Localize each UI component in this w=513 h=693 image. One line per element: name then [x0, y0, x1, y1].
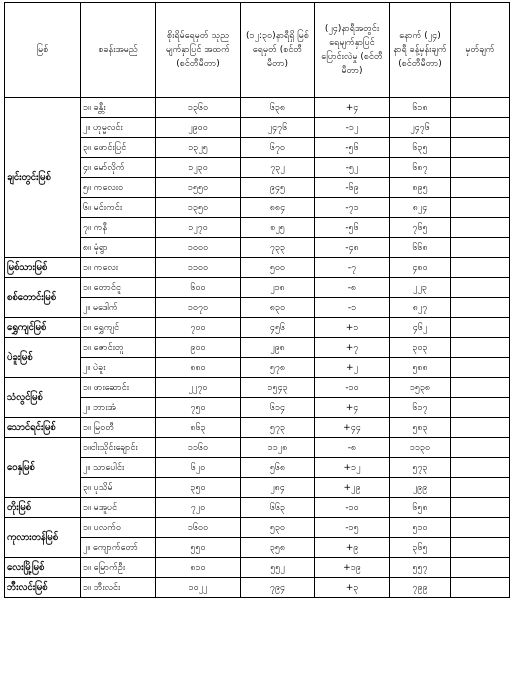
danger-level-cell: ၁၅၅၀: [156, 178, 241, 198]
remarks-cell: [451, 558, 510, 578]
forecast-cell: ၂၂၃: [390, 278, 451, 298]
change-cell: -၅၂: [315, 158, 390, 178]
remarks-cell: [451, 438, 510, 458]
table-row: [5, 158, 510, 178]
table-row: [5, 258, 510, 278]
change-cell: -၈: [315, 278, 390, 298]
current-level-cell: ၇၉၄: [241, 578, 315, 598]
station-name-cell: ၁။ တောင်ငူ: [81, 278, 156, 298]
forecast-cell: ၅၁၀: [390, 518, 451, 538]
danger-level-cell: ၇၀၀: [156, 318, 241, 338]
current-level-cell: ၅၅၂: [241, 558, 315, 578]
table-row: [5, 118, 510, 138]
forecast-cell: ၆၈၇: [390, 158, 451, 178]
forecast-cell: ၁၅၃၈: [390, 378, 451, 398]
table-body: [5, 98, 510, 598]
table-row: [5, 238, 510, 258]
change-cell: -၁၂: [315, 118, 390, 138]
remarks-cell: [451, 518, 510, 538]
station-name-cell: ၇။ ကနီ: [81, 218, 156, 238]
forecast-cell: ၆၆၈: [390, 238, 451, 258]
forecast-cell: ၅၇၃: [390, 458, 451, 478]
danger-level-cell: ၁၃၆၀: [156, 98, 241, 118]
forecast-cell: ၃၆၅: [390, 538, 451, 558]
current-level-cell: ၈၈၄: [241, 198, 315, 218]
remarks-cell: [451, 278, 510, 298]
remarks-cell: [451, 98, 510, 118]
remarks-cell: [451, 158, 510, 178]
change-cell: +၇: [315, 338, 390, 358]
change-cell: +၃: [315, 578, 390, 598]
remarks-cell: [451, 218, 510, 238]
current-level-cell: ၈၃၀: [241, 298, 315, 318]
station-name-cell: ၂။ ပဲခူး: [81, 358, 156, 378]
change-cell: +၄: [315, 398, 390, 418]
current-level-cell: ၅၇၃: [241, 418, 315, 438]
current-level-cell: ၆၃၈: [241, 98, 315, 118]
station-name-cell: ၁။ မြောက်ဦး: [81, 558, 156, 578]
current-level-cell: ၆၇၀: [241, 138, 315, 158]
forecast-cell: ၄၆၂: [390, 318, 451, 338]
table-row: [5, 518, 510, 538]
remarks-cell: [451, 258, 510, 278]
change-cell: -၄၈: [315, 238, 390, 258]
current-level-cell: ၉၄၅: [241, 178, 315, 198]
remarks-cell: [451, 398, 510, 418]
forecast-cell: ၂၉၉: [390, 478, 451, 498]
danger-level-cell: ၇၅၀: [156, 398, 241, 418]
danger-level-cell: ၆၂၀: [156, 458, 241, 478]
danger-level-cell: ၁၃၂၅: [156, 138, 241, 158]
remarks-cell: [451, 298, 510, 318]
table-row: [5, 438, 510, 458]
station-name-cell: ၂။ ဘားအံ: [81, 398, 156, 418]
remarks-cell: [451, 418, 510, 438]
river-name-cell: သောင်ရင်းမြစ်: [5, 418, 81, 438]
station-name-cell: ၆။ မင်းကင်း: [81, 198, 156, 218]
table-row: [5, 578, 510, 598]
danger-level-cell: ၁၃၅၀: [156, 198, 241, 218]
forecast-cell: ၁၁၃၀: [390, 438, 451, 458]
river-name-cell: တိုးမြစ်: [5, 498, 81, 518]
table-row: [5, 478, 510, 498]
remarks-cell: [451, 318, 510, 338]
river-name-cell: ကုလားတန်မြစ်: [5, 518, 81, 558]
current-level-cell: ၈၂၅: [241, 218, 315, 238]
change-cell: -၇၁: [315, 198, 390, 218]
remarks-cell: [451, 338, 510, 358]
forecast-cell: ၃၀၃: [390, 338, 451, 358]
current-level-cell: ၇၃၂: [241, 158, 315, 178]
danger-level-cell: ၂၉၀၀: [156, 118, 241, 138]
table-row: [5, 138, 510, 158]
current-level-cell: ၅၃၀: [241, 518, 315, 538]
danger-level-cell: ၈၆၃: [156, 418, 241, 438]
current-level-cell: ၆၆၃: [241, 498, 315, 518]
station-name-cell: ၁။ ရွှေကျင်: [81, 318, 156, 338]
change-cell: -၁၅: [315, 518, 390, 538]
change-cell: -၅၆: [315, 138, 390, 158]
danger-level-cell: ၈၁၀: [156, 558, 241, 578]
table-row: [5, 458, 510, 478]
danger-level-cell: ၁၂၇၀: [156, 218, 241, 238]
table-row: [5, 218, 510, 238]
table-row: [5, 178, 510, 198]
current-level-cell: ၃၅၈: [241, 538, 315, 558]
change-cell: +၁၉: [315, 558, 390, 578]
change-cell: +၂: [315, 358, 390, 378]
current-level-cell: ၂၉၈: [241, 338, 315, 358]
change-cell: +၂၉: [315, 478, 390, 498]
change-cell: -၅၆: [315, 218, 390, 238]
current-level-cell: ၅၇၈: [241, 358, 315, 378]
river-name-cell: စစ်တောင်းမြစ်: [5, 278, 81, 318]
danger-level-cell: ၁၁၆၀: [156, 438, 241, 458]
river-water-level-document: [4, 2, 509, 598]
change-cell: +၄၄: [315, 418, 390, 438]
table-header-row: [5, 3, 510, 98]
danger-level-cell: ၁၀၇၀: [156, 298, 241, 318]
river-name-cell: သံလွင်မြစ်: [5, 378, 81, 418]
header-change: (၂၄)နာရီအတွင်း ရေမျက်နှာပြင် ပြောင်းလဲမှု (စင်တီမီတာ): [315, 3, 390, 98]
current-level-cell: ၁၁၂၈: [241, 438, 315, 458]
forecast-cell: ၅၅၇: [390, 558, 451, 578]
change-cell: -၇: [315, 258, 390, 278]
remarks-cell: [451, 458, 510, 478]
change-cell: -၆၉: [315, 178, 390, 198]
table-row: [5, 558, 510, 578]
danger-level-cell: ၂၂၇၀: [156, 378, 241, 398]
station-name-cell: ၄။ မော်လိုက်: [81, 158, 156, 178]
table-row: [5, 198, 510, 218]
current-level-cell: ၂၁၈: [241, 278, 315, 298]
station-name-cell: ၂။ မဒေါက်: [81, 298, 156, 318]
remarks-cell: [451, 578, 510, 598]
current-level-cell: ၅၆၈: [241, 458, 315, 478]
table-row: [5, 298, 510, 318]
change-cell: -၁၀: [315, 378, 390, 398]
station-name-cell: ၂။ သာပေါင်း: [81, 458, 156, 478]
station-name-cell: ၁။ ခန္တီး: [81, 98, 156, 118]
forecast-cell: ၆၅၈: [390, 498, 451, 518]
remarks-cell: [451, 478, 510, 498]
station-name-cell: ၁။ ပလက်ဝ: [81, 518, 156, 538]
danger-level-cell: ၈၈၀: [156, 358, 241, 378]
forecast-cell: ၄၈၀: [390, 258, 451, 278]
header-forecast: နောက် (၂၄) နာရီ ခန့်မှန်းချက် (စင်တီမီတာ): [390, 3, 451, 98]
danger-level-cell: ၆၀၀: [156, 278, 241, 298]
remarks-cell: [451, 198, 510, 218]
river-name-cell: ပဲခူးမြစ်: [5, 338, 81, 378]
station-name-cell: ၁။ ဇောင်းတူ: [81, 338, 156, 358]
table-row: [5, 398, 510, 418]
forecast-cell: ၆၁၈: [390, 98, 451, 118]
forecast-cell: ၈၂၄: [390, 198, 451, 218]
change-cell: +၁၂: [315, 458, 390, 478]
table-row: [5, 378, 510, 398]
header-current-level: (၁၂:၃၀)နာရီရှိ မြစ်ရေမှတ် (စင်တီမီတာ): [241, 3, 315, 98]
table-row: [5, 538, 510, 558]
danger-level-cell: ၁၀၂၂: [156, 578, 241, 598]
current-level-cell: ၆၁၄: [241, 398, 315, 418]
forecast-cell: ၅၈၃: [390, 418, 451, 438]
table-row: [5, 98, 510, 118]
table-row: [5, 338, 510, 358]
danger-level-cell: ၉၀၀: [156, 338, 241, 358]
forecast-cell: ၅၈၈: [390, 358, 451, 378]
table-row: [5, 418, 510, 438]
table-row: [5, 318, 510, 338]
river-name-cell: ရွှေကျင်မြစ်: [5, 318, 81, 338]
station-name-cell: ၁။ မြဝတီ: [81, 418, 156, 438]
river-name-cell: ချင်းတွင်းမြစ်: [5, 98, 81, 258]
station-name-cell: ၁။ ဘီးလင်း: [81, 578, 156, 598]
danger-level-cell: ၁၂၃၀: [156, 158, 241, 178]
header-station: စခန်းအမည်: [81, 3, 156, 98]
remarks-cell: [451, 538, 510, 558]
forecast-cell: ၂၄၇၆: [390, 118, 451, 138]
river-name-cell: ဘီးလင်းမြစ်: [5, 578, 81, 598]
station-name-cell: ၂။ ဟုမ္မလင်း: [81, 118, 156, 138]
current-level-cell: ၄၅၆: [241, 318, 315, 338]
change-cell: -၁: [315, 298, 390, 318]
danger-level-cell: ၃၅၀: [156, 478, 241, 498]
remarks-cell: [451, 238, 510, 258]
station-name-cell: ၃။ ပုသိမ်: [81, 478, 156, 498]
river-name-cell: မြစ်သားမြစ်: [5, 258, 81, 278]
change-cell: -၁၀: [315, 498, 390, 518]
remarks-cell: [451, 358, 510, 378]
danger-level-cell: ၁၁၀၀: [156, 258, 241, 278]
station-name-cell: ၅။ ကလေးဝ: [81, 178, 156, 198]
change-cell: +၁: [315, 318, 390, 338]
table-row: [5, 498, 510, 518]
remarks-cell: [451, 378, 510, 398]
station-name-cell: ၁။ မအူပင်: [81, 498, 156, 518]
station-name-cell: ၁။ငါးသိုင်းချောင်း: [81, 438, 156, 458]
station-name-cell: ၁။ ကလေး: [81, 258, 156, 278]
river-name-cell: ဝေနှမြစ်: [5, 438, 81, 498]
table-row: [5, 278, 510, 298]
forecast-cell: ၇၆၅: [390, 218, 451, 238]
forecast-cell: ၇၉၉: [390, 578, 451, 598]
station-name-cell: ၁။ ဖားဆောင်း: [81, 378, 156, 398]
danger-level-cell: ၁၆၀၀: [156, 518, 241, 538]
station-name-cell: ၈။ မုံရွာ: [81, 238, 156, 258]
header-danger-level: စိုးရိမ်ရေမှတ် သုည မျက်နှာပြင် အထက် (စင်တီမီတာ): [156, 3, 241, 98]
current-level-cell: ၇၃၃: [241, 238, 315, 258]
change-cell: -၈: [315, 438, 390, 458]
header-remarks: မှတ်ချက်: [451, 3, 510, 98]
danger-level-cell: ၇၂၀: [156, 498, 241, 518]
current-level-cell: ၂၈၄: [241, 478, 315, 498]
change-cell: +၉: [315, 538, 390, 558]
forecast-cell: ၈၂၇: [390, 298, 451, 318]
water-level-table: [4, 2, 510, 598]
header-river: မြစ်: [5, 3, 81, 98]
table-row: [5, 358, 510, 378]
current-level-cell: ၂၄၇၆: [241, 118, 315, 138]
danger-level-cell: ၅၅၀: [156, 538, 241, 558]
remarks-cell: [451, 178, 510, 198]
change-cell: +၄: [315, 98, 390, 118]
forecast-cell: ၆၁၇: [390, 398, 451, 418]
station-name-cell: ၃။ ဖောင်းပြင်: [81, 138, 156, 158]
remarks-cell: [451, 118, 510, 138]
river-name-cell: လေးမြို့မြစ်: [5, 558, 81, 578]
current-level-cell: ၁၅၄၃: [241, 378, 315, 398]
remarks-cell: [451, 498, 510, 518]
forecast-cell: ၈၉၅: [390, 178, 451, 198]
remarks-cell: [451, 138, 510, 158]
danger-level-cell: ၁၀၀၀: [156, 238, 241, 258]
station-name-cell: ၂။ ကျောက်တော်: [81, 538, 156, 558]
current-level-cell: ၅၀၀: [241, 258, 315, 278]
forecast-cell: ၆၃၅: [390, 138, 451, 158]
